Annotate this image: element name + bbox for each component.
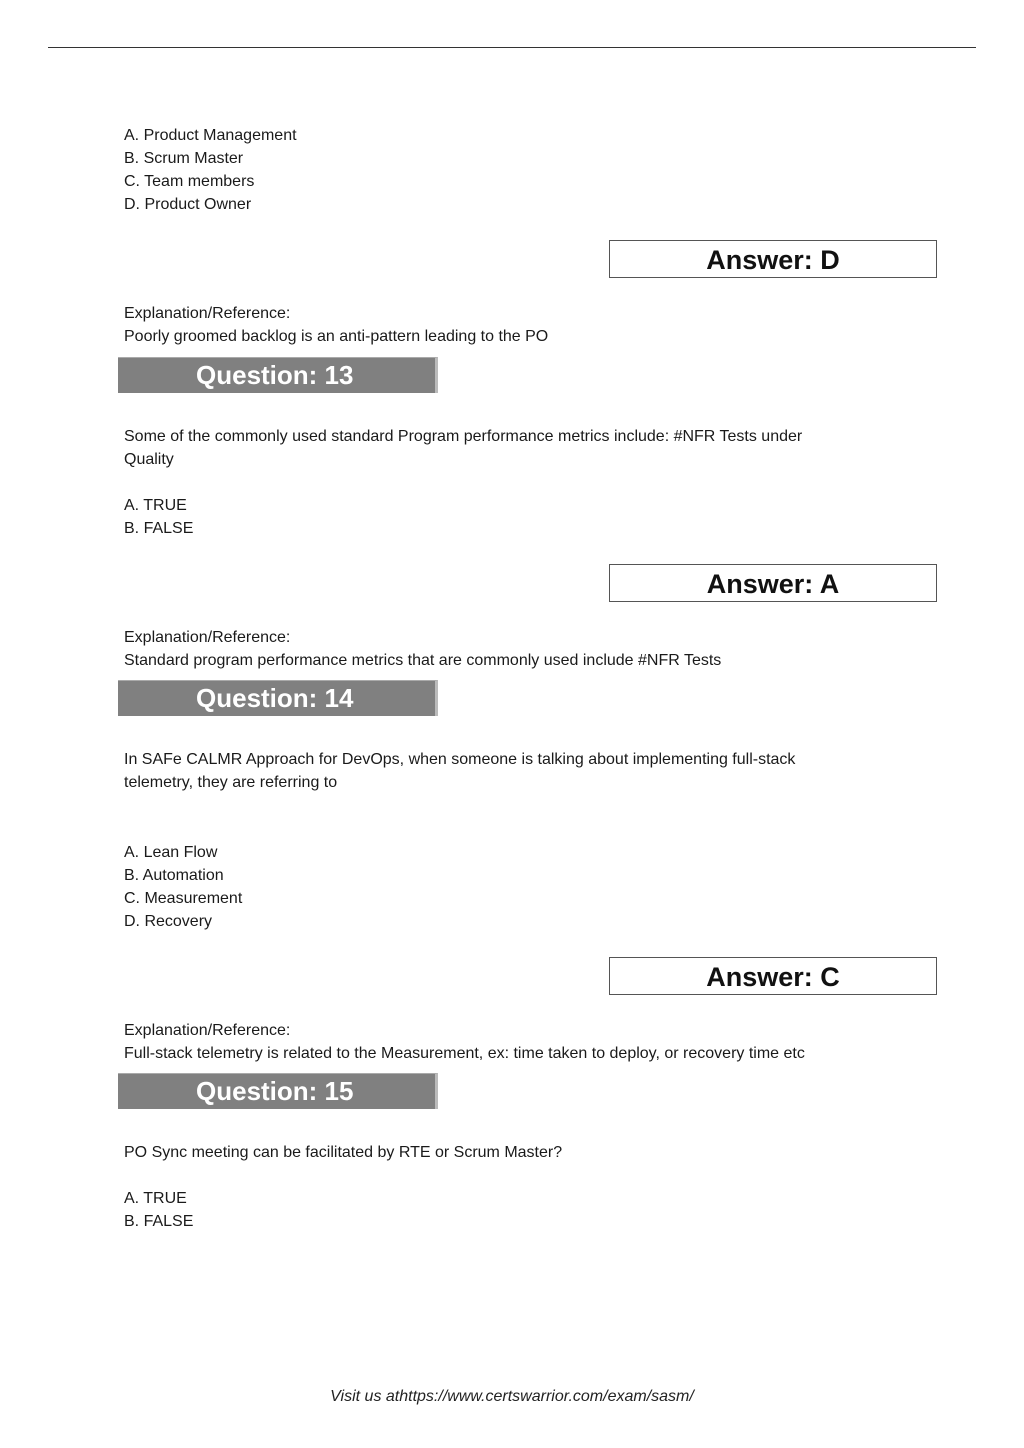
q12-explanation-label: Explanation/Reference: <box>124 305 291 322</box>
q14-explanation-text: Full-stack telemetry is related to the Measurement, ex: time taken to deploy, or recovery time etc <box>124 1045 805 1062</box>
q15-text-line1: PO Sync meeting can be facilitated by RTE or Scrum Master? <box>124 1144 563 1161</box>
q13-explanation-text: Standard program performance metrics that are commonly used include #NFR Tests <box>124 652 722 669</box>
q14-option-c: C. Measurement <box>124 890 243 907</box>
header-rule <box>48 47 976 48</box>
q14-title-bar: Question: 14 <box>118 680 438 716</box>
q14-option-a: A. Lean Flow <box>124 844 218 861</box>
q14-text-line1: In SAFe CALMR Approach for DevOps, when someone is talking about implementing full-stack <box>124 751 796 768</box>
q15-title-bar: Question: 15 <box>118 1073 438 1109</box>
q14-answer-box: Answer: C <box>609 957 937 995</box>
q12-answer-box: Answer: D <box>609 240 937 278</box>
q12-option-d: D. Product Owner <box>124 196 252 213</box>
q13-text-line1: Some of the commonly used standard Program performance metrics include: #NFR Tests under <box>124 428 803 445</box>
footer-link-text: Visit us athttps://www.certswarrior.com/exam/sasm/ <box>330 1388 694 1405</box>
q14-option-b: B. Automation <box>124 867 224 884</box>
q14-text-line2: telemetry, they are referring to <box>124 774 338 791</box>
q13-explanation-label: Explanation/Reference: <box>124 629 291 646</box>
q13-answer-box: Answer: A <box>609 564 937 602</box>
q14-explanation-label: Explanation/Reference: <box>124 1022 291 1039</box>
q13-option-b: B. FALSE <box>124 520 194 537</box>
q13-option-a: A. TRUE <box>124 497 187 514</box>
q15-option-a: A. TRUE <box>124 1190 187 1207</box>
q12-option-a: A. Product Management <box>124 127 297 144</box>
q15-option-b: B. FALSE <box>124 1213 194 1230</box>
q13-text-line2: Quality <box>124 451 174 468</box>
q13-title-bar: Question: 13 <box>118 357 438 393</box>
q14-option-d: D. Recovery <box>124 913 213 930</box>
q12-explanation-text: Poorly groomed backlog is an anti-pattern leading to the PO <box>124 328 549 345</box>
q12-option-b: B. Scrum Master <box>124 150 244 167</box>
q12-option-c: C. Team members <box>124 173 255 190</box>
